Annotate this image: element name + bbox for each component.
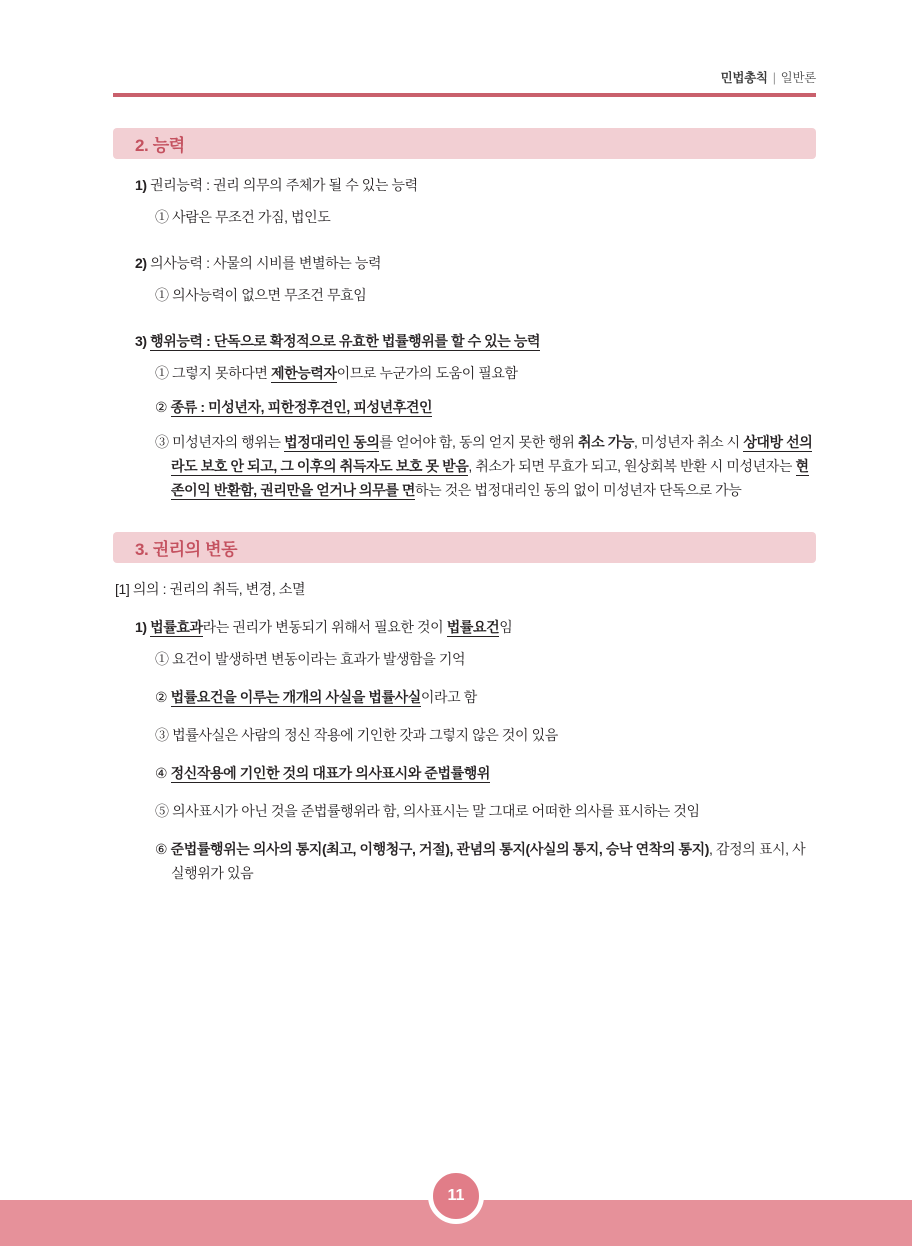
list-text: 미성년자의 행위는 법정대리인 동의를 얻어야 함, 동의 얻지 못한 행위 취소 가능, 미성년자 취소 시 상대방 선의라도 보호 안 되고, 그 이후의 취득자도 보호 못 받음, 취소가 되면 무효가 되고, 원상회복 반환 시 미성년자는 현존이익 반환함, 권리만을 얻거나 의무를 면하는 것은 법정대리인 동의 없이 미성년자 단독으로 가능 xyxy=(171,433,813,498)
list-text: 법률효과라는 권리가 변동되기 위해서 필요한 것이 법률요건임 xyxy=(150,618,513,635)
header-separator: | xyxy=(772,71,776,85)
list-item xyxy=(135,329,816,353)
list-marker: 3) xyxy=(135,333,147,350)
list-text: 요건이 발생하면 변동이라는 효과가 발생함을 기억 xyxy=(172,650,466,667)
list-text: 행위능력 : 단독으로 확정적으로 유효한 법률행위를 할 수 있는 능력 xyxy=(150,333,541,350)
list-marker: [1] xyxy=(115,580,130,597)
section-heading-3-label: 3. 권리의 변동 xyxy=(135,539,238,559)
list-item xyxy=(155,647,816,671)
list-marker: ② xyxy=(155,689,168,706)
list-marker: ② xyxy=(155,399,168,416)
list-item xyxy=(155,837,816,885)
list-text: 의의 : 권리의 취득, 변경, 소멸 xyxy=(132,580,306,597)
list-marker: 1) xyxy=(135,177,147,193)
header-subtitle: 일반론 xyxy=(780,71,816,85)
list-marker: ① xyxy=(155,365,169,382)
list-marker: 2) xyxy=(135,255,147,272)
document-content xyxy=(113,128,816,885)
header-title: 민법총칙 xyxy=(720,71,768,85)
list-text: 준법률행위는 의사의 통지(최고, 이행청구, 거절), 관념의 통지(사실의 통지, 승낙 연착의 통지), 감정의 표시, 사실행위가 있음 xyxy=(170,841,806,882)
list-item xyxy=(135,173,816,197)
section-heading-2-label: 2. 능력 xyxy=(135,136,185,155)
list-marker: ④ xyxy=(155,765,168,782)
list-item xyxy=(155,395,816,419)
list-text: 종류 : 미성년자, 피한정후견인, 피성년후견인 xyxy=(170,399,433,416)
list-text: 법률사실은 사람의 정신 작용에 기인한 갓과 그렇지 않은 것이 있음 xyxy=(172,727,558,744)
list-text: 그렇지 못하다면 제한능력자이므로 누군가의 도움이 필요함 xyxy=(172,365,518,382)
list-item xyxy=(155,761,816,785)
list-item xyxy=(155,685,816,709)
list-item xyxy=(155,361,816,385)
page-number: 11 xyxy=(447,1187,465,1204)
list-marker: ① xyxy=(155,287,169,304)
list-item xyxy=(155,430,816,502)
list-item xyxy=(135,615,816,639)
section-heading-2 xyxy=(113,128,816,159)
list-item xyxy=(155,799,816,823)
list-text: 의사능력 : 사물의 시비를 변별하는 능력 xyxy=(150,255,382,272)
list-marker: ③ xyxy=(155,727,169,744)
list-text: 의사능력이 없으면 무조건 무효임 xyxy=(172,287,367,304)
list-item xyxy=(155,205,816,229)
header-divider xyxy=(113,93,816,97)
list-text: 정신작용에 기인한 것의 대표가 의사표시와 준법률행위 xyxy=(170,765,490,782)
list-marker: 1) xyxy=(135,618,147,635)
list-text: 의사표시가 아닌 것을 준법률행위라 함, 의사표시는 말 그대로 어떠한 의사를 표시하는 것임 xyxy=(172,803,700,820)
list-text: 권리능력 : 권리 의무의 주체가 될 수 있는 능력 xyxy=(150,177,418,193)
list-marker: ③ xyxy=(155,433,169,450)
list-item xyxy=(155,283,816,307)
page-header xyxy=(721,68,816,86)
list-marker: ⑥ xyxy=(155,841,168,858)
list-marker: ① xyxy=(155,650,169,667)
list-marker: ① xyxy=(155,209,169,226)
list-text: 사람은 무조건 가짐, 법인도 xyxy=(172,209,331,226)
section-heading-3 xyxy=(113,532,816,563)
page-number-badge xyxy=(428,1168,484,1224)
list-item xyxy=(135,251,816,275)
list-text: 법률요건을 이루는 개개의 사실을 법률사실이라고 함 xyxy=(170,689,477,706)
list-marker: ⑤ xyxy=(155,803,169,820)
list-item xyxy=(155,723,816,747)
list-item xyxy=(115,577,816,601)
